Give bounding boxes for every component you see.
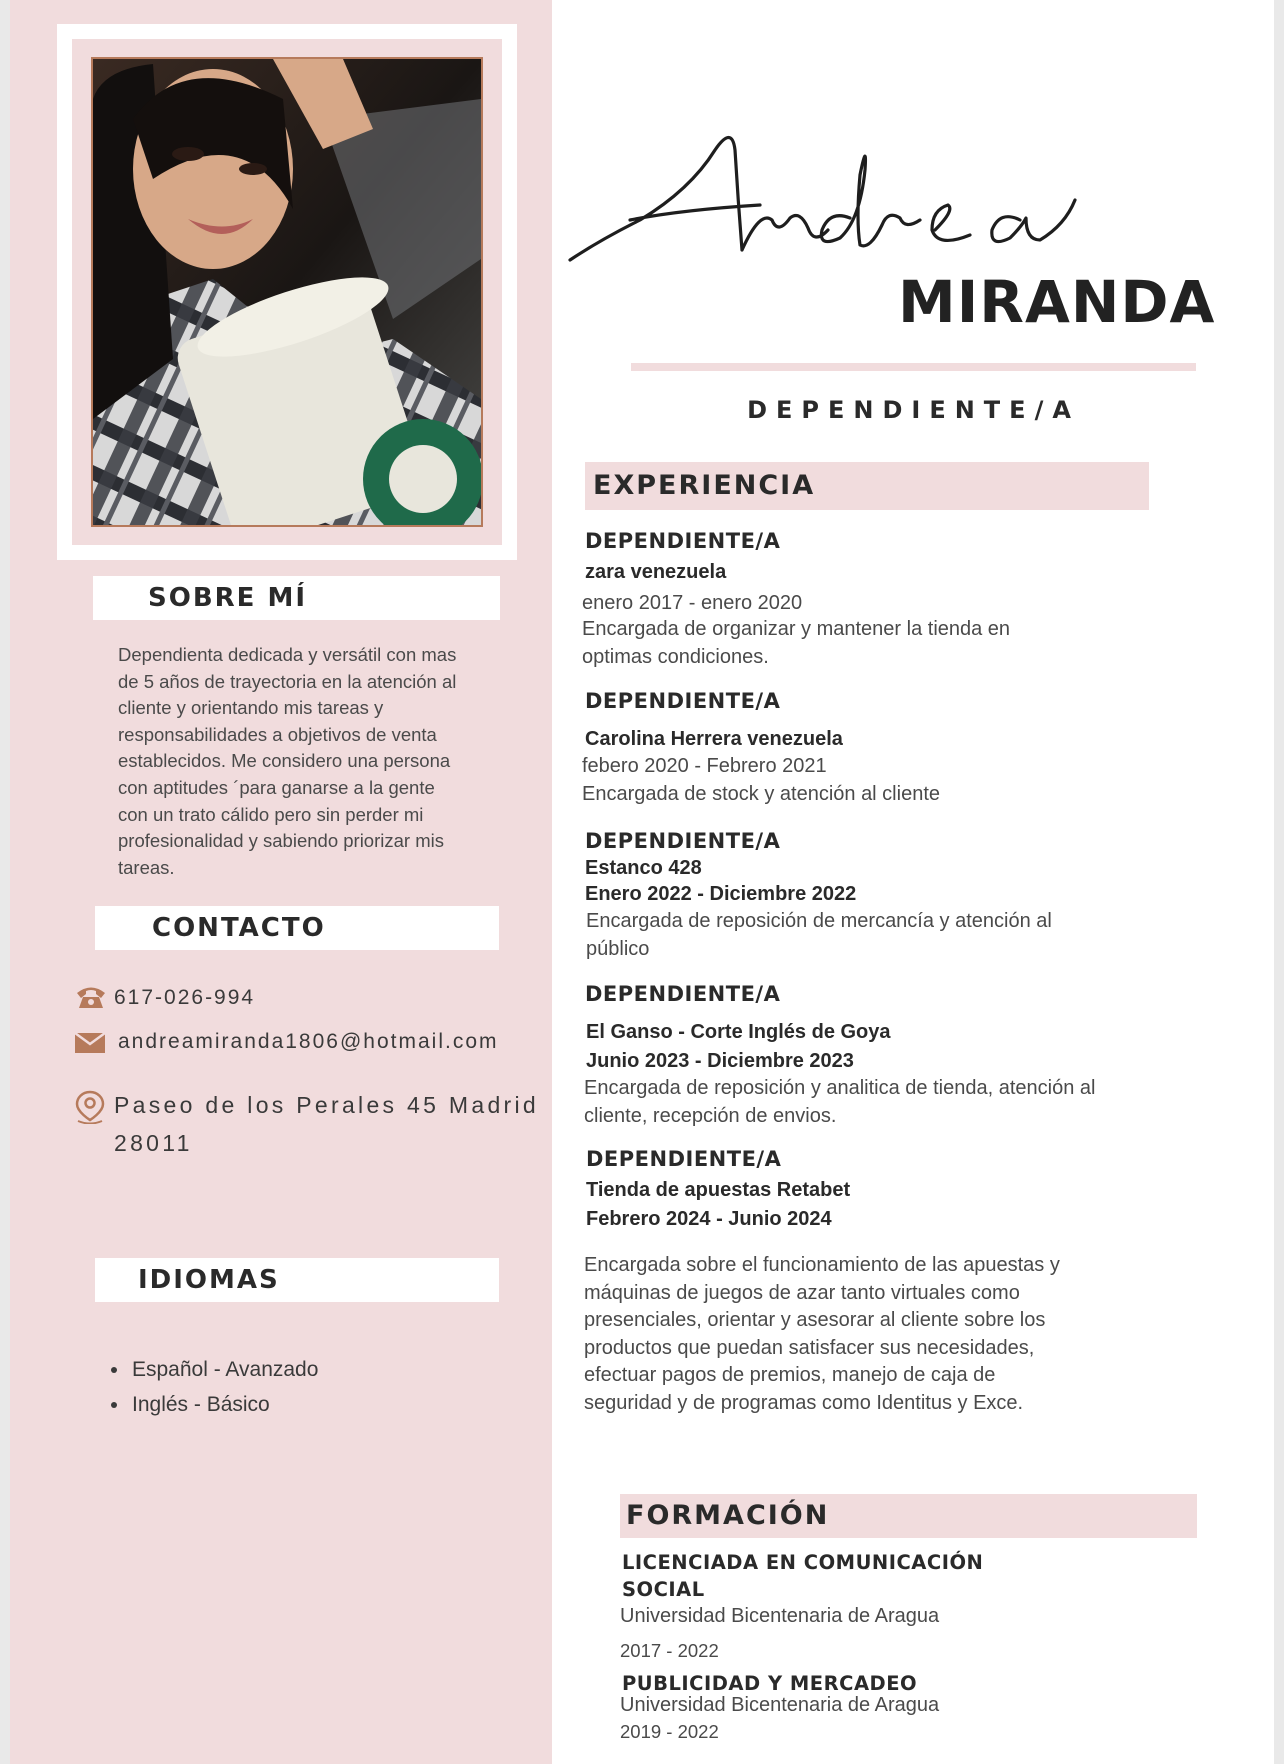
job-company: zara venezuela: [585, 561, 727, 583]
language-item: • Inglés - Básico: [130, 1387, 318, 1422]
email-address[interactable]: andreamiranda1806@hotmail.com: [118, 1030, 499, 1053]
about-text: Dependienta dedicada y versátil con mas de 5 años de trayectoria en la atención al cliente y orientando mis tareas y responsabilidades a objetivos de venta establecidos. Me considero una persona con aptitudes ´para ganarse a la gente con un trato cálido pero sin perder mi profesionalidad y sabiendo priorizar mis tareas.: [118, 644, 457, 878]
about-heading: SOBRE MÍ: [93, 576, 500, 620]
education-heading: FORMACIÓN: [620, 1494, 1197, 1538]
job-role: DEPENDIENTE/A: [585, 689, 781, 713]
job-role: DEPENDIENTE/A: [585, 982, 781, 1006]
phone-number[interactable]: 617-026-994: [114, 986, 256, 1009]
job-description: Encargada de reposición y analitica de tienda, atención al cliente, recepción de envios.: [584, 1077, 1096, 1127]
degree-title-cont: SOCIAL: [622, 1578, 705, 1601]
job-company: Carolina Herrera venezuela: [585, 728, 843, 750]
degree-title: PUBLICIDAD Y MERCADEO: [622, 1672, 918, 1695]
job-role: DEPENDIENTE/A: [586, 1147, 782, 1171]
mail-icon: [74, 1032, 106, 1060]
contact-heading: CONTACTO: [95, 906, 499, 950]
profile-photo-frame: [57, 24, 517, 560]
school-name: Universidad Bicentenaria de Aragua: [620, 1605, 940, 1627]
job-dates: febero 2020 - Febrero 2021: [582, 755, 827, 777]
languages-heading: IDIOMAS: [95, 1258, 499, 1302]
languages-list: [104, 1352, 318, 1422]
location-pin-icon: [74, 1090, 106, 1130]
job-dates: Enero 2022 - Diciembre 2022: [585, 883, 857, 905]
address-line-2: 28011: [114, 1130, 193, 1156]
phone-icon: [74, 984, 108, 1016]
job-company: El Ganso - Corte Inglés de Goya: [586, 1021, 891, 1043]
degree-title: LICENCIADA EN COMUNICACIÓN: [622, 1551, 984, 1574]
school-name: Universidad Bicentenaria de Aragua: [620, 1694, 940, 1716]
job-description: Encargada sobre el funcionamiento de las apuestas y máquinas de juegos de azar tanto virtuales como presenciales, orientar y asesorar al cliente sobre los productos que puedan satisfacer sus necesidades, efectuar pagos de premios, manejo de caja de seguridad y de programas como Identitus y Exce.: [584, 1254, 1060, 1414]
page-edge-left: [0, 0, 10, 1764]
job-company: Estanco 428: [585, 857, 702, 879]
job-description: Encargada de stock y atención al cliente: [582, 783, 940, 805]
first-name-text: Andrea: [560, 110, 564, 111]
name-divider: [631, 363, 1196, 371]
job-dates: enero 2017 - enero 2020: [582, 592, 803, 614]
profile-photo: [91, 57, 483, 527]
job-role: DEPENDIENTE/A: [585, 529, 781, 553]
address-line-1: Paseo de los Perales 45 Madrid: [114, 1092, 540, 1118]
job-dates: Febrero 2024 - Junio 2024: [586, 1208, 832, 1230]
education-dates: 2019 - 2022: [620, 1721, 719, 1742]
page-edge-right: [1274, 0, 1284, 1764]
job-company: Tienda de apuestas Retabet: [586, 1179, 851, 1201]
language-item: • Español - Avanzado: [130, 1352, 318, 1387]
last-name: MIRANDA: [898, 268, 1216, 336]
experience-heading: EXPERIENCIA: [585, 462, 1149, 510]
job-dates: Junio 2023 - Diciembre 2023: [586, 1050, 854, 1072]
job-title: DEPENDIENTE/A: [747, 396, 1080, 424]
first-name-script: [560, 110, 1160, 280]
job-role: DEPENDIENTE/A: [585, 829, 781, 853]
job-description: Encargada de organizar y mantener la tienda en optimas condiciones.: [582, 618, 1011, 668]
education-dates: 2017 - 2022: [620, 1640, 719, 1661]
job-description: Encargada de reposición de mercancía y atención al público: [586, 910, 1052, 960]
